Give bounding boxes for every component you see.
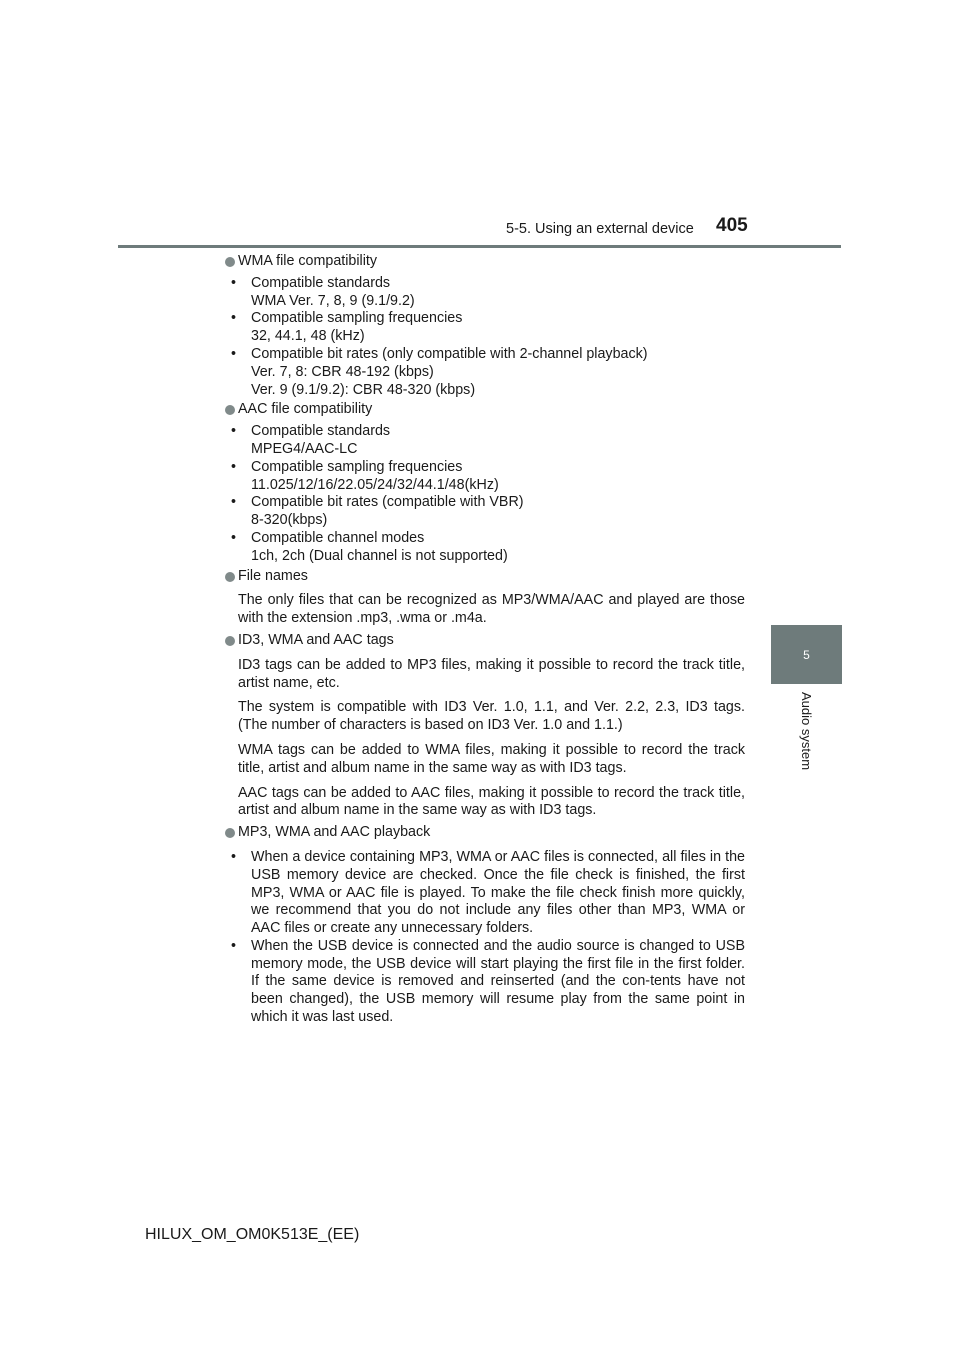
- item-list: [225, 849, 745, 1027]
- bullet-dot-icon: [225, 636, 235, 646]
- footer-doc-code: HILUX_OM_OM0K513E_(EE): [145, 1226, 360, 1243]
- paragraph: WMA tags can be added to WMA files, making it possible to record the track title, artist and album name in the same way as with ID3 tags.: [238, 741, 745, 776]
- item-label: • Compatible channel modes: [251, 529, 425, 546]
- item-label: • Compatible standards: [251, 423, 391, 440]
- list-item: [225, 346, 745, 399]
- section-aac: [225, 401, 745, 565]
- paragraph: The system is compatible with ID3 Ver. 1.0, 1.1, and Ver. 2.2, 2.3, ID3 tags. (The number of characters is based on ID3 Ver. 1.0 and 1.1.): [238, 699, 745, 734]
- item-value: Ver. 7, 8: CBR 48-192 (kbps): [251, 363, 434, 380]
- item-value: 11.025/12/16/22.05/24/32/44.1/48(kHz): [251, 476, 499, 493]
- list-item: • When a device containing MP3, WMA or AAC files is connected, all files in the USB memory device are checked. Once the file check is finished, the first MP3, WMA or AAC file is played. To make the file check finish more quickly, we recommend that you do not include any files other than MP3, WMA or AAC files or create any unnecessary folders.: [225, 849, 745, 938]
- bullet-dot-icon: [225, 572, 235, 582]
- item-label: • Compatible sampling frequencies: [251, 458, 463, 475]
- bullet-dot-icon: [225, 828, 235, 838]
- item-value: MPEG4/AAC-LC: [251, 440, 358, 457]
- section-playback: [225, 824, 745, 1027]
- item-label: • Compatible sampling frequencies: [251, 310, 463, 327]
- item-list: [225, 275, 745, 400]
- section-file-names: [225, 568, 745, 628]
- section-title: [225, 253, 745, 271]
- section-title-text: MP3, WMA and AAC playback: [238, 824, 431, 841]
- list-item: [225, 494, 745, 530]
- paragraph: The only files that can be recognized as MP3/WMA/AAC and played are those with the extension .mp3, .wma or .m4a.: [238, 592, 745, 627]
- chapter-number: 5: [803, 647, 810, 662]
- section-title-text: File names: [238, 567, 308, 584]
- section-wma: [225, 253, 745, 399]
- chapter-title: Audio system: [799, 692, 814, 771]
- list-item: [225, 459, 745, 495]
- paragraph: AAC tags can be added to AAC files, making it possible to record the track title, artist and album name in the same way as with ID3 tags.: [238, 784, 745, 819]
- list-item: [225, 530, 745, 566]
- item-value: 32, 44.1, 48 (kHz): [251, 328, 365, 345]
- bullet-dot-icon: [225, 257, 235, 267]
- section-tags: [225, 632, 745, 820]
- section-title-text: ID3, WMA and AAC tags: [238, 631, 394, 648]
- item-value: WMA Ver. 7, 8, 9 (9.1/9.2): [251, 292, 415, 309]
- list-item: [225, 275, 745, 311]
- list-item: [225, 423, 745, 459]
- bullet-dot-icon: [225, 405, 235, 415]
- item-label: • Compatible bit rates (only compatible with 2-channel playback): [251, 345, 648, 362]
- list-item: • When the USB device is connected and the audio source is changed to USB memory mode, the USB device will start playing the first file in the first folder. If the same device is removed and reinserted (and the con-tents have not been changed), the USB memory will resume play from the same point in which it was last used.: [225, 938, 745, 1027]
- page-number: 405: [716, 215, 748, 236]
- header-rule: [118, 245, 841, 248]
- paragraph: ID3 tags can be added to MP3 files, making it possible to record the track title, artist name, etc.: [238, 656, 745, 691]
- section-title: [225, 568, 745, 586]
- header-section-title: 5-5. Using an external device: [506, 221, 694, 237]
- item-value: Ver. 9 (9.1/9.2): CBR 48-320 (kbps): [251, 381, 476, 398]
- section-title: [225, 632, 745, 650]
- section-title-text: WMA file compatibility: [238, 253, 378, 269]
- page-content: [225, 253, 745, 1027]
- item-label: • Compatible standards: [251, 274, 391, 291]
- item-label: • Compatible bit rates (compatible with VBR): [251, 494, 524, 511]
- list-item: [225, 310, 745, 346]
- item-value: 1ch, 2ch (Dual channel is not supported): [251, 547, 508, 564]
- chapter-tab[interactable]: [771, 625, 842, 684]
- item-value: 8-320(kbps): [251, 512, 328, 529]
- section-title-text: AAC file compatibility: [238, 401, 373, 418]
- item-list: [225, 423, 745, 565]
- section-title: [225, 824, 745, 842]
- section-title: [225, 401, 745, 419]
